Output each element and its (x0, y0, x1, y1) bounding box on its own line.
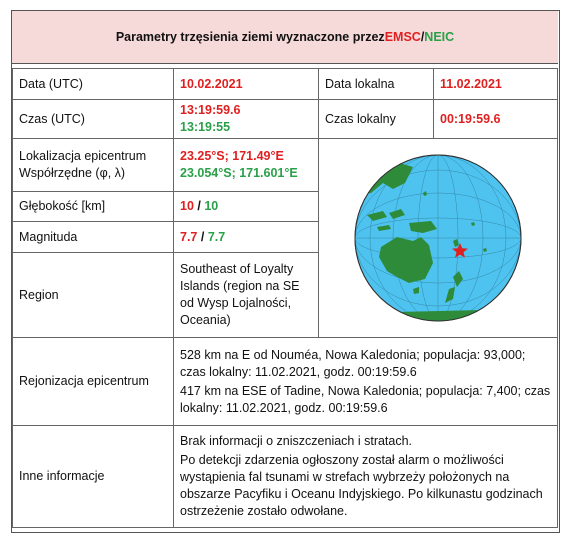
parameters-table (12, 68, 558, 528)
time-neic: 13:19:55 (180, 120, 231, 134)
magnitude-emsc: 7.7 (180, 229, 198, 244)
depth-label: Głębokość [km] (13, 192, 174, 222)
local-time-value: 00:19:59.6 (434, 100, 558, 139)
magnitude-label: Magnituda (13, 222, 174, 253)
globe-icon (353, 153, 523, 323)
depth-emsc: 10 (180, 199, 194, 213)
info-values (174, 426, 558, 528)
info-line-2: Po detekcji zdarzenia ogłoszony został alarm o możliwości wystąpienia fal tsunami w strefach wybrzeży położonych na obszarze Pacyfiku i Oceanu Indyjskiego. Po kilkunastu godzinach ostrzeżenie zostało odwołane. (180, 453, 543, 518)
time-emsc: 13:19:59.6 (180, 103, 241, 117)
earthquake-report (11, 10, 560, 533)
local-date-label: Data lokalna (319, 69, 434, 100)
neic-label: NEIC (424, 30, 455, 44)
date-value: 10.02.2021 (174, 69, 319, 100)
location-label-line1: Lokalizacja epicentrum (19, 149, 147, 163)
info-label: Inne informacje (13, 426, 174, 528)
title-sep: / (420, 30, 425, 44)
rejonizacja-line-1: 528 km na E od Nouméa, Nowa Kaledonia; populacja: 93,000; czas lokalny: 11.02.2021, godz. 00:19:59.6 (180, 347, 526, 379)
magnitude-neic: 7.7 (207, 229, 226, 244)
magnitude-values (174, 222, 319, 253)
info-line-1: Brak informacji o zniszczeniach i stratach. (180, 434, 413, 448)
globe-map (319, 139, 558, 338)
page-title (12, 11, 558, 64)
depth-neic: 10 (204, 199, 219, 213)
location-label (13, 139, 174, 192)
magnitude-sep: / (197, 229, 208, 244)
rejonizacja-line-2: 417 km na ESE of Tadine, Nowa Kaledonia; populacja: 7,400; czas lokalny: 11.02.2021, godz. 00:19:59.6 (180, 383, 551, 415)
region-value: Southeast of Loyalty Islands (region na SE od Wysp Lojalności, Oceania) (174, 253, 319, 338)
location-neic: 23.054°S; 171.601°E (180, 166, 298, 180)
region-label: Region (13, 253, 174, 338)
title-prefix: Parametry trzęsienia ziemi wyznaczone przez (115, 30, 385, 44)
location-emsc: 23.25°S; 171.49°E (180, 149, 284, 163)
date-label: Data (UTC) (13, 69, 174, 100)
rejonizacja-label: Rejonizacja epicentrum (13, 338, 174, 426)
depth-sep: / (193, 199, 205, 213)
local-date-value: 11.02.2021 (434, 69, 558, 100)
depth-values (174, 192, 319, 222)
local-time-label: Czas lokalny (319, 100, 434, 139)
location-values (174, 139, 319, 192)
time-values (174, 100, 319, 139)
location-label-line2: Współrzędne (φ, λ) (19, 166, 126, 180)
emsc-label: EMSC (384, 30, 421, 44)
rejonizacja-values (174, 338, 558, 426)
time-label: Czas (UTC) (13, 100, 174, 139)
